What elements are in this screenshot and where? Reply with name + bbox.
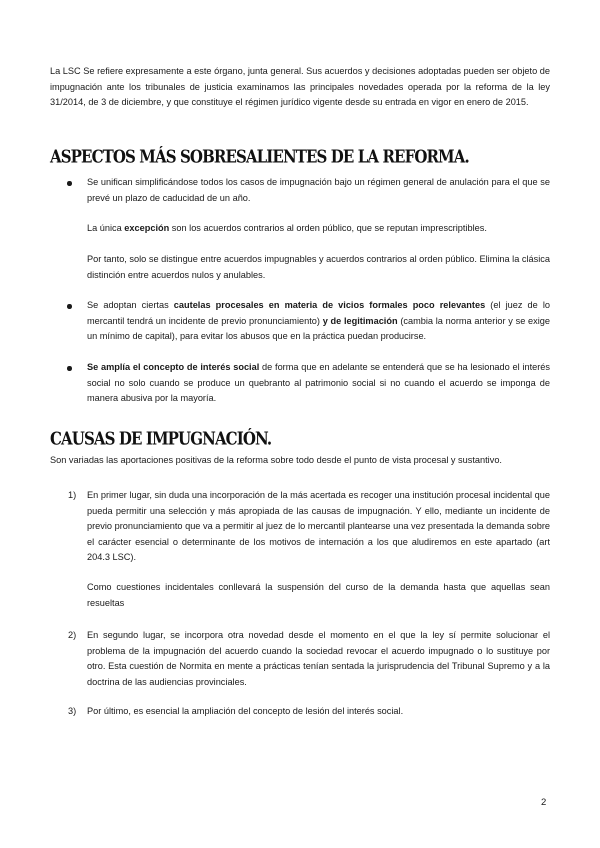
bullet-icon <box>67 181 72 186</box>
heading-aspectos: ASPECTOS MÁS SOBRESALIENTES DE LA REFORMA. <box>50 146 469 168</box>
item-2-text: En segundo lugar, se incorpora otra novedad desde el momento en el que la ley sí permite solucionar el problema de la impugnación del acuerdo cuando la sociedad revocar el acuerdo impugnado o lo sustituye por otro. Esta cuestión de Normita en mente a prácticas tenían sentada la jurisprudencia del Tribunal Supremo y a la doctrina de las audiencias provinciales. <box>87 630 550 687</box>
item-1-text: En primer lugar, sin duda una incorporación de la más acertada es recoger una institución procesal incidental que pueda permitir una selección y más apropiada de las causas de impugnación. Y ello, mediante un incidente de previo pronunciamiento que va a permitir al juez de lo mercantil plantearse una vez presentada la demanda sobre el carácter esencial o determinante de los motivos de internación a los que aludiremos en este apartado (art 204.3 LSC). <box>87 490 550 562</box>
bullet-3-text: Se amplía el concepto de interés social de forma que en adelante se entenderá que se ha lesionado el interés social no solo cuando se produce un quebranto al patrimonio social si no cuando el acuerdo se imponga de manera abusiva por la mayoría. <box>87 362 550 403</box>
heading-causas: CAUSAS DE IMPUGNACIÓN. <box>50 428 272 450</box>
causas-intro: Son variadas las aportaciones positivas de la reforma sobre todo desde el punto de vista procesal y sustantivo. <box>50 455 502 465</box>
bullet-1-text: Se unifican simplificándose todos los casos de impugnación bajo un régimen general de anulación para el que se prevé un plazo de caducidad de un año. <box>87 177 550 203</box>
item-number: 3) <box>68 706 77 716</box>
bullet-1-exception: La única excepción son los acuerdos contrarios al orden público, que se reputan imprescriptibles. <box>87 223 487 233</box>
item-number: 1) <box>68 490 77 500</box>
item-1-text-2: Como cuestiones incidentales conllevará la suspensión del curso de la demanda hasta que aquellas sean resueltas <box>87 582 550 608</box>
bullet-2-text: Se adoptan ciertas cautelas procesales en materia de vicios formales poco relevantes (el juez de lo mercantil tendrá un incidente de previo pronunciamiento) y de legitimación (cambia la norma anterior y se exige un mínimo de capital), para evitar los abusos que en la práctica puedan producirse. <box>87 300 551 341</box>
bullet-icon <box>67 366 72 371</box>
item-3-text: Por último, es esencial la ampliación del concepto de lesión del interés social. <box>87 706 404 716</box>
page-number: 2 <box>541 797 547 808</box>
item-number: 2) <box>68 630 77 640</box>
bullet-icon <box>67 304 72 309</box>
bullet-1-conclusion: Por tanto, solo se distingue entre acuerdos impugnables y acuerdos contrarios al orden público. Elimina la clásica distinción entre acuerdos nulos y anulables. <box>87 254 550 280</box>
intro-paragraph: La LSC Se refiere expresamente a este órgano, junta general. Sus acuerdos y decisiones adoptadas pueden ser objeto de impugnación ante los tribunales de justicia examinamos las principales novedades operada por la reforma de la ley 31/2014, de 3 de diciembre, y que constituye el régimen jurídico vigente desde su entrada en vigor en enero de 2015. <box>50 66 550 107</box>
